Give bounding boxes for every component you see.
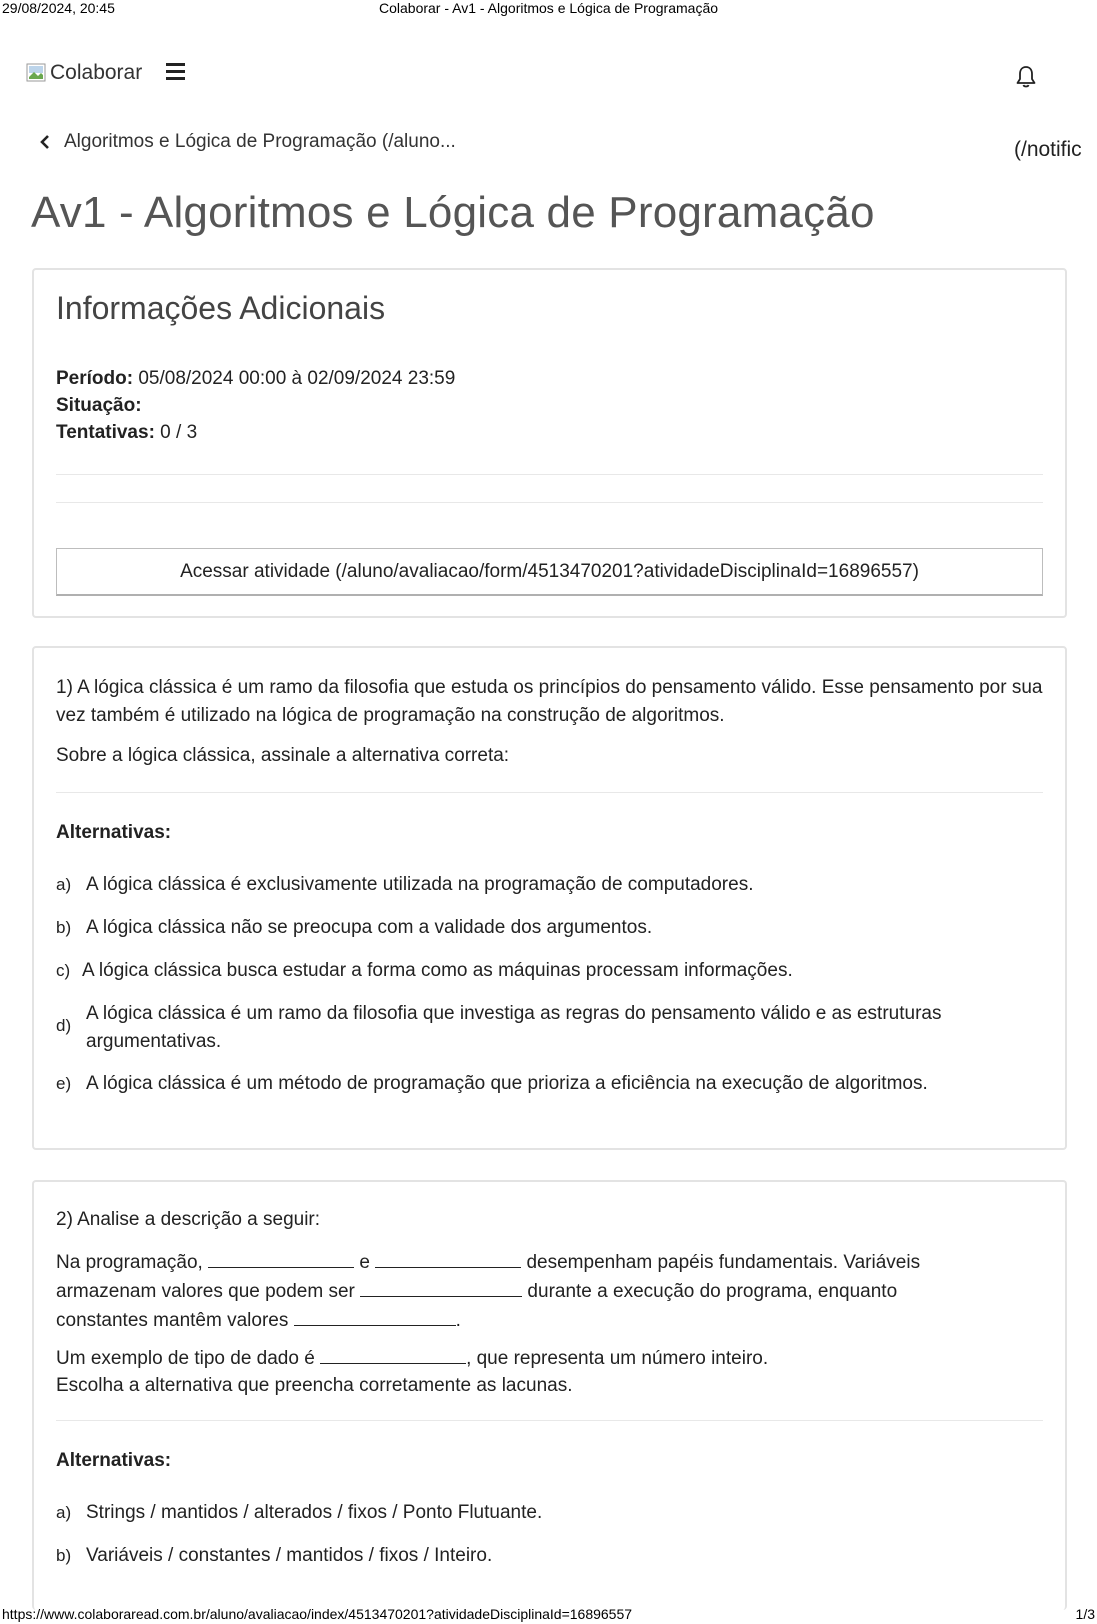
text-segment: desempenham papéis fundamentais. Variáveis armazenam valores que podem ser: [56, 1252, 921, 1302]
question-paragraph: [56, 1248, 976, 1335]
breadcrumb-back-link[interactable]: [38, 128, 456, 156]
alternative-e[interactable]: [56, 1070, 1046, 1098]
fill-blank: [208, 1248, 354, 1268]
breadcrumb-label: Algoritmos e Lógica de Programação (/aluno...: [64, 131, 456, 152]
broken-image-icon: [26, 62, 48, 84]
question-prompt: Escolha a alternativa que preencha corretamente as lacunas.: [56, 1375, 573, 1396]
divider: [56, 792, 1043, 793]
text-segment: Um exemplo de tipo de dado é: [56, 1348, 321, 1369]
chevron-left-icon: [38, 134, 52, 150]
print-page-number: 1/3: [1075, 1606, 1095, 1622]
bell-icon[interactable]: [1014, 64, 1038, 90]
period-label: Período:: [56, 368, 134, 389]
attempts-row: [56, 422, 197, 444]
card-title: Informações Adicionais: [56, 290, 386, 326]
alternative-b[interactable]: [56, 914, 1046, 942]
question-card-1: [32, 646, 1067, 1150]
fill-blank: [294, 1306, 456, 1326]
question-card-2: [32, 1180, 1067, 1610]
question-statement: 1) A lógica clássica é um ramo da filosofia que estuda os princípios do pensamento válido. Esse pensamento por sua vez também é utilizado na lógica de programação na construção de algoritmos.: [56, 677, 1043, 726]
print-footer: [0, 1606, 1097, 1624]
hamburger-menu-icon[interactable]: [166, 60, 188, 84]
divider: [56, 474, 1043, 475]
divider: [56, 502, 1043, 503]
additional-info-card: [32, 268, 1067, 618]
alternative-letter: c): [56, 961, 71, 980]
question-example: [56, 1344, 1046, 1373]
text-segment: durante a execução do programa, enquanto constantes mantêm valores: [56, 1281, 898, 1331]
text-segment: , que representa um número inteiro.: [466, 1348, 769, 1369]
alternative-text: Variáveis / constantes / mantidos / fixos / Inteiro.: [86, 1545, 493, 1566]
fill-blank: [360, 1277, 522, 1297]
alternative-a[interactable]: [56, 871, 1046, 899]
question-prompt: Sobre a lógica clássica, assinale a alternativa correta:: [56, 745, 510, 766]
alternative-text: A lógica clássica é um método de programação que prioriza a eficiência na execução de algoritmos.: [86, 1073, 928, 1094]
alternative-a[interactable]: [56, 1499, 1046, 1527]
period-value: 05/08/2024 00:00 à 02/09/2024 23:59: [133, 368, 456, 389]
alternative-letter: a): [56, 1503, 72, 1522]
question-statement: 2) Analise a descrição a seguir:: [56, 1209, 321, 1230]
status-label: Situação:: [56, 395, 142, 416]
alternative-text: Strings / mantidos / alterados / fixos / Ponto Flutuante.: [86, 1502, 543, 1523]
alternative-text: A lógica clássica não se preocupa com a validade dos argumentos.: [86, 917, 653, 938]
text-segment: Na programação,: [56, 1252, 209, 1273]
attempts-value: 0 / 3: [154, 422, 198, 443]
notifications-link[interactable]: (/notific: [1014, 138, 1082, 161]
alternative-b[interactable]: [56, 1542, 1046, 1570]
fill-blank: [320, 1344, 466, 1364]
print-document-title: Colaborar - Av1 - Algoritmos e Lógica de Programação: [378, 0, 719, 16]
divider: [56, 1420, 1043, 1421]
fill-blank: [375, 1248, 521, 1268]
alternatives-label: Alternativas:: [56, 1450, 172, 1471]
alternative-letter: b): [56, 918, 72, 937]
alternative-letter: e): [56, 1074, 72, 1093]
logo[interactable]: [26, 58, 142, 88]
page-title: Av1 - Algoritmos e Lógica de Programação: [31, 188, 875, 237]
print-datetime: 29/08/2024, 20:45: [2, 0, 115, 16]
alternative-letter: b): [56, 1546, 72, 1565]
attempts-label: Tentativas:: [56, 422, 155, 443]
text-segment: .: [455, 1310, 461, 1331]
alternative-text: A lógica clássica é exclusivamente utilizada na programação de computadores.: [86, 874, 754, 895]
alternative-c[interactable]: [56, 957, 1046, 985]
print-url: https://www.colaboraread.com.br/aluno/avaliacao/index/4513470201?atividadeDisciplinaId=16896557: [2, 1606, 633, 1622]
alternative-text: A lógica clássica é um ramo da filosofia que investiga as regras do pensamento válido e as estruturas argumentativas.: [86, 1003, 942, 1052]
access-activity-button[interactable]: Acessar atividade (/aluno/avaliacao/form/4513470201?atividadeDisciplinaId=16896557): [56, 548, 1043, 596]
alternative-letter: d): [56, 1016, 72, 1035]
logo-alt-text: Colaborar: [50, 61, 143, 84]
text-segment: e: [354, 1252, 376, 1273]
alternative-text: A lógica clássica busca estudar a forma como as máquinas processam informações.: [82, 960, 793, 981]
status-row: [56, 395, 142, 417]
alternative-letter: a): [56, 875, 72, 894]
print-header: [0, 0, 1097, 18]
period-row: [56, 368, 455, 390]
alternatives-label: Alternativas:: [56, 822, 172, 843]
alternative-d[interactable]: [56, 1000, 1046, 1056]
